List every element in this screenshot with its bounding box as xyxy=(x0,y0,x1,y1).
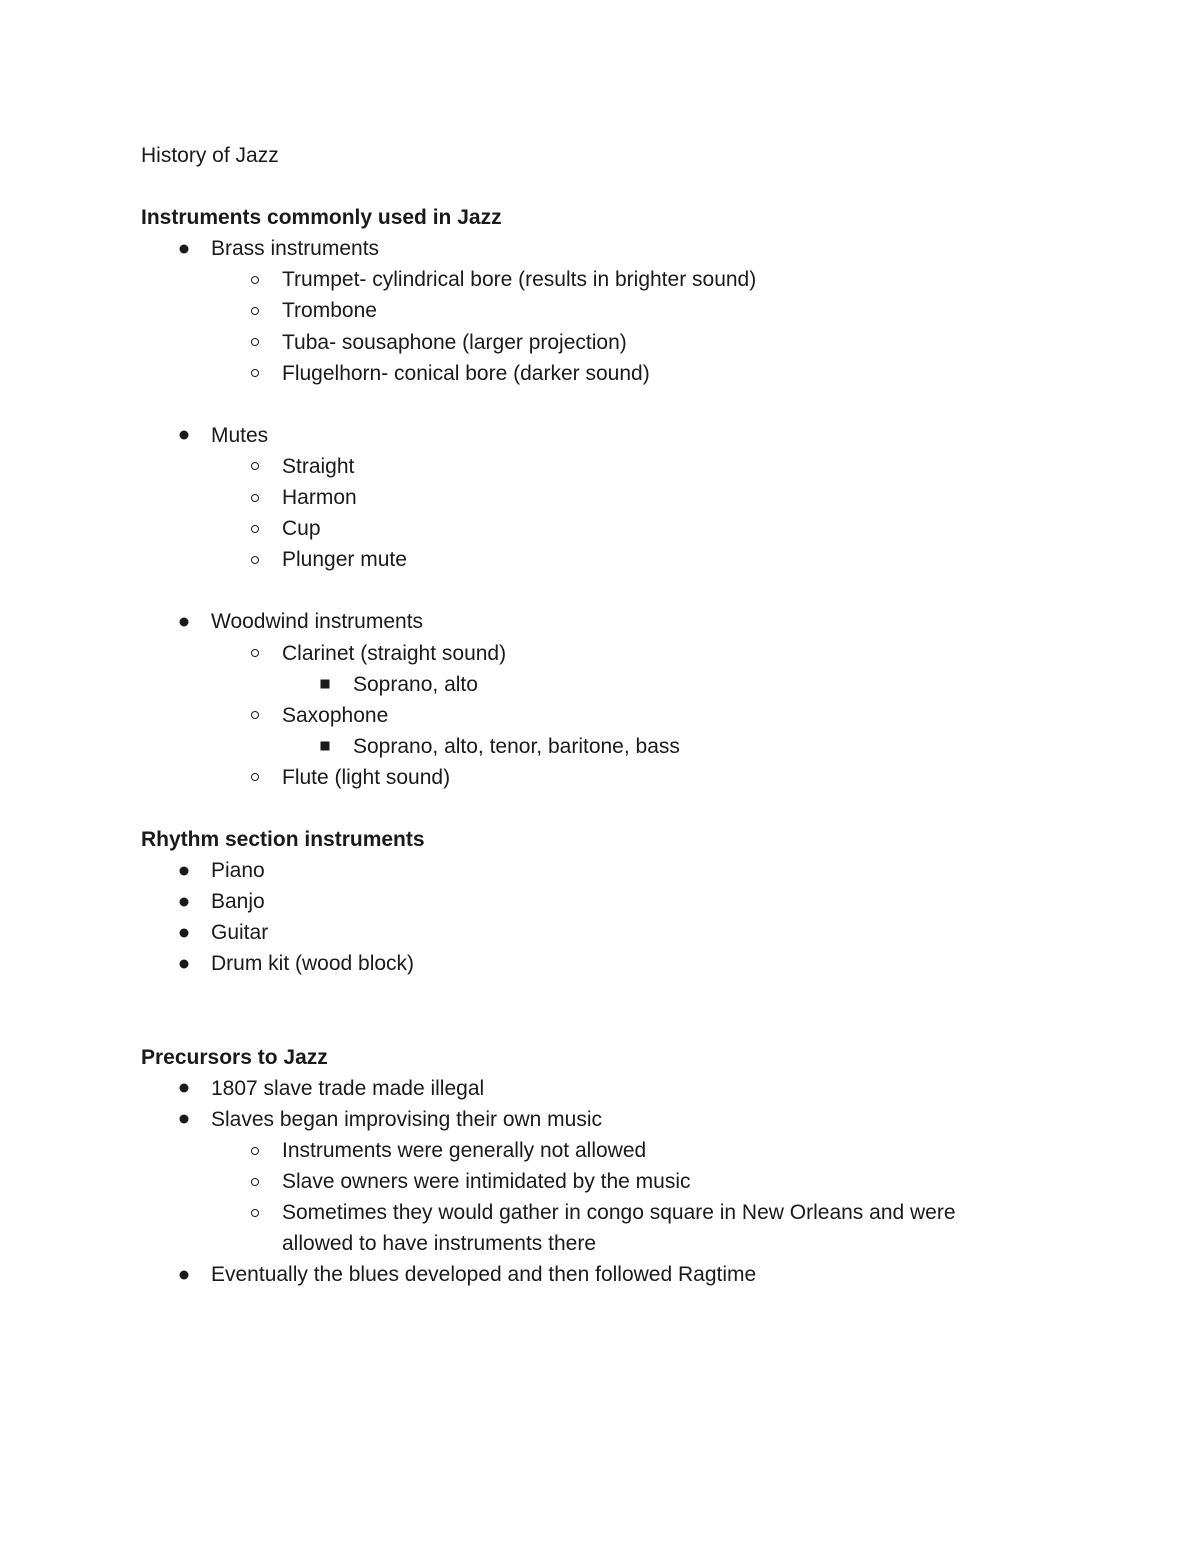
list-item-label: Piano xyxy=(211,859,265,883)
filled-square-bullet-icon xyxy=(321,742,330,751)
filled-circle-bullet-icon xyxy=(180,1270,189,1279)
list-item-label: Woodwind instruments xyxy=(211,610,424,634)
list-item xyxy=(141,264,1061,295)
list-item-label: Straight xyxy=(282,454,355,478)
section-heading-instruments: Instruments commonly used in Jazz xyxy=(141,206,502,230)
list-item-label: Plunger mute xyxy=(282,548,407,572)
list-item-label: Sometimes they would gather in congo square in New Orleans and were xyxy=(282,1201,956,1225)
list-item xyxy=(141,544,1061,575)
list-item-label: 1807 slave trade made illegal xyxy=(211,1076,485,1100)
list-item xyxy=(141,669,1061,700)
section-heading-precursors: Precursors to Jazz xyxy=(141,1045,328,1069)
list-item xyxy=(141,700,1061,731)
list-item xyxy=(141,1259,1061,1290)
list-item xyxy=(141,1166,1061,1197)
list-item-label: Harmon xyxy=(282,486,357,510)
filled-circle-bullet-icon xyxy=(180,928,189,937)
list-item-label: Banjo xyxy=(211,890,265,914)
list-item-label: Soprano, alto xyxy=(353,672,478,696)
document-title: History of Jazz xyxy=(141,144,279,167)
spacer xyxy=(141,389,1061,420)
list-item-label: Slave owners were intimidated by the music xyxy=(282,1170,691,1194)
filled-circle-bullet-icon xyxy=(180,866,189,875)
spacer xyxy=(141,980,1061,1011)
hollow-circle-bullet-icon xyxy=(251,1178,259,1186)
list-item xyxy=(141,917,1061,948)
spacer xyxy=(141,171,1061,202)
hollow-circle-bullet-icon xyxy=(251,649,259,657)
hollow-circle-bullet-icon xyxy=(251,369,259,377)
list-item-label: Eventually the blues developed and then followed Ragtime xyxy=(211,1263,757,1287)
hollow-circle-bullet-icon xyxy=(251,494,259,502)
list-item-label: Tuba- sousaphone (larger projection) xyxy=(282,330,627,354)
hollow-circle-bullet-icon xyxy=(251,1209,259,1217)
list-item xyxy=(141,295,1061,326)
list-item-label: Instruments were generally not allowed xyxy=(282,1139,647,1162)
list-item xyxy=(141,1135,1061,1166)
list-item-label: Guitar xyxy=(211,921,269,945)
spacer xyxy=(141,575,1061,606)
list-item-label: Saxophone xyxy=(282,703,389,727)
section-heading-rhythm: Rhythm section instruments xyxy=(141,828,425,852)
hollow-circle-bullet-icon xyxy=(251,525,259,533)
list-item-label: Soprano, alto, tenor, baritone, bass xyxy=(353,734,680,758)
spacer xyxy=(141,793,1061,824)
hollow-circle-bullet-icon xyxy=(251,556,259,564)
list-item xyxy=(141,762,1061,793)
list-item xyxy=(141,327,1061,358)
list-item xyxy=(141,948,1061,979)
list-item xyxy=(141,638,1061,669)
hollow-circle-bullet-icon xyxy=(251,276,259,284)
filled-circle-bullet-icon xyxy=(180,959,189,968)
filled-circle-bullet-icon xyxy=(180,244,189,253)
list-item xyxy=(141,513,1061,544)
list-item-label: Clarinet (straight sound) xyxy=(282,641,507,665)
list-item-label: Drum kit (wood block) xyxy=(211,952,415,976)
list-item xyxy=(141,731,1061,762)
filled-circle-bullet-icon xyxy=(180,897,189,906)
filled-circle-bullet-icon xyxy=(180,1084,189,1093)
list-item xyxy=(141,855,1061,886)
list-item-label: Trombone xyxy=(282,299,377,323)
list-item xyxy=(141,451,1061,482)
list-item-continuation: allowed to have instruments there xyxy=(282,1232,597,1256)
list-item-woodwind xyxy=(141,606,1061,637)
hollow-circle-bullet-icon xyxy=(251,307,259,315)
list-item-label: Cup xyxy=(282,517,321,541)
hollow-circle-bullet-icon xyxy=(251,711,259,719)
list-item xyxy=(141,1197,1061,1228)
list-item-mutes xyxy=(141,420,1061,451)
list-item-label: Mutes xyxy=(211,423,269,447)
filled-square-bullet-icon xyxy=(321,680,330,689)
hollow-circle-bullet-icon xyxy=(251,338,259,346)
document-page xyxy=(141,140,1061,1290)
list-item-label: Slaves began improvising their own music xyxy=(211,1107,603,1131)
list-item-label: Flute (light sound) xyxy=(282,765,451,789)
list-item-label: Flugelhorn- conical bore (darker sound) xyxy=(282,361,650,385)
filled-circle-bullet-icon xyxy=(180,617,189,626)
list-item xyxy=(141,1104,1061,1135)
list-item xyxy=(141,1073,1061,1104)
hollow-circle-bullet-icon xyxy=(251,462,259,470)
list-item xyxy=(141,358,1061,389)
list-item xyxy=(141,886,1061,917)
filled-circle-bullet-icon xyxy=(180,1115,189,1124)
list-item-label: Brass instruments xyxy=(211,237,380,261)
spacer xyxy=(141,1011,1061,1042)
list-item xyxy=(141,482,1061,513)
filled-circle-bullet-icon xyxy=(180,431,189,440)
hollow-circle-bullet-icon xyxy=(251,773,259,781)
list-item-brass xyxy=(141,233,1061,264)
list-item-label: Trumpet- cylindrical bore (results in brighter sound) xyxy=(282,268,757,292)
hollow-circle-bullet-icon xyxy=(251,1147,259,1155)
